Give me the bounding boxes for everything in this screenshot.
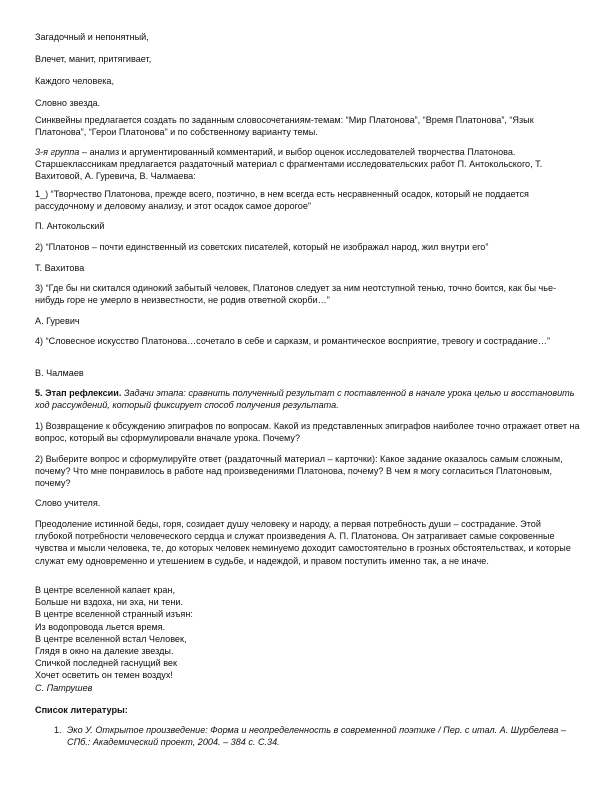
stage5-title: 5. Этап рефлексии. (35, 388, 122, 398)
group3-paragraph (35, 146, 580, 183)
poem-line: В центре вселенной встал Человек, (35, 633, 187, 644)
quote-4: 4) “Словесное искусство Платонова…сочетало в себе и сарказм, и романтическое восприятие, тревогу и сострадание…” (35, 336, 550, 346)
poem-line: В центре вселенной странный изъян: (35, 609, 193, 620)
poem-line: Словно звезда. (35, 98, 101, 108)
bibliography-item-number: 1. (54, 725, 62, 735)
quote-2: 2) “Платонов – почти единственный из советских писателей, который не изображал народ, жил внутри его” (35, 242, 489, 252)
poem-line: Хочет осветить он темен воздух! (35, 670, 173, 681)
task-2: 2) Выберите вопрос и сформулируйте ответ (раздаточный материал – карточки): Какое задание оказалось самым сложным, почему? Что мне понравилось в работе над произведениями Платонова, почему? В чем я могу согласиться Платоновым, почему? (35, 454, 563, 489)
poem-line: Каждого человека, (35, 76, 115, 86)
quote-1-author: П. Антокольский (35, 221, 105, 231)
group3-label: 3-я группа (35, 147, 80, 157)
quote-2-author: Т. Вахитова (35, 263, 85, 273)
stage5-text: Задачи этапа: сравнить полученный результат с поставленной в начале урока целью и восстановить ход рассуждений, который фиксирует способ получения результата. (35, 388, 575, 411)
sinkwein-paragraph: Синквейны предлагается создать по заданным словосочетаниям-темам: “Мир Платонова”, “Время Платонова”, “Язык Платонова”, “Герои Платонова” и по собственному варианту темы. (35, 115, 534, 138)
quote-3: 3) “Где бы ни скитался одинокий забытый человек, Платонов следует за ним неотступной тенью, точно боится, как бы чье-нибудь горе не умерло в неизвестности, не родив ответной скорби…” (35, 283, 557, 306)
poem-line: Влечет, манит, притягивает, (35, 54, 152, 64)
poem-line: Глядя в окно на далекие звезды. (35, 646, 174, 657)
bibliography-title: Список литературы: (35, 705, 128, 715)
quote-3-author: А. Гуревич (35, 316, 80, 326)
bibliography-item-text: Эко У. Открытое произведение: Форма и неопределенность в современной поэтике / Пер. с итал. А. Шурбелева – СПб.: Академический проект, 2004. – 384 с. С.34. (67, 725, 566, 748)
teacher-word: Слово учителя. (35, 498, 101, 508)
poem-line: Из водопровода льется время. (35, 621, 166, 632)
group3-text: – анализ и аргументированный комментарий, и выбор оценок исследователей творчества Платонова. Старшеклассникам предлагается раздаточный материал с фрагментами исследовательских работ П. Антокольского, Т. Вахитовой, А. Гуревича, В. Чалмаева: (35, 147, 543, 182)
poem2-author: С. Патрушев (35, 682, 93, 693)
quote-4-author: В. Чалмаев (35, 368, 84, 378)
poem-line: В центре вселенной капает кран, (35, 585, 175, 595)
quote-1: 1_) “Творчество Платонова, прежде всего, поэтично, в нем всегда есть несравненный осадок, который не поддается рассудочному и деловому анализу, и этот осадок самое дорогое” (35, 189, 529, 212)
poem-line: Больше ни вздоха, ни эха, ни тени. (35, 597, 183, 608)
poem-line: Загадочный и непонятный, (35, 32, 149, 42)
poem-line: Спичкой последней гаснущий век (35, 658, 177, 669)
poem2 (35, 584, 580, 694)
task-1: 1) Возвращение к обсуждению эпиграфов по вопросам. Какой из представленных эпиграфов наиболее точно отражает ответ на вопрос, который вы сформулировали вначале урока. Почему? (35, 421, 580, 444)
teacher-paragraph: Преодоление истинной беды, горя, созидает душу человеку и народу, а первая потребность души – сострадание. Этой глубокой потребности человеческого сердца и служат произведения А. П. Платонова. Он затрагивает самые сокровенные чувства и мысли человека, те, до которых человек неминуемо доходит самостоятельно в грозных обстоятельствах, и которые служат ему одновременно и утешением в судьбе, и надеждой, и правом поступить именно так, а не иначе. (35, 519, 571, 566)
stage5-paragraph (35, 387, 580, 411)
